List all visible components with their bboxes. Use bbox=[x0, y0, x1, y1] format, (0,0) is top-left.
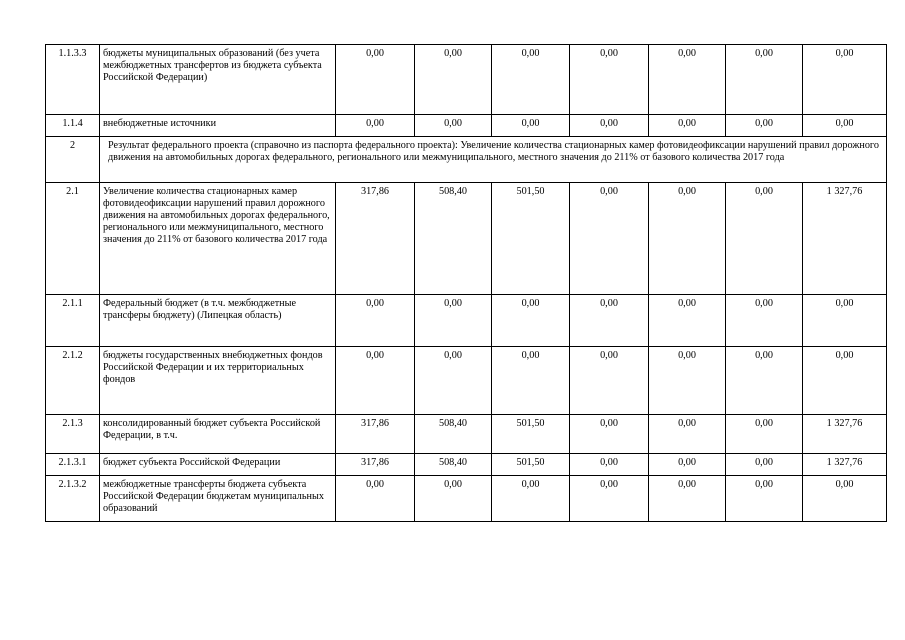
row-number: 1.1.4 bbox=[46, 115, 100, 137]
value-cell: 317,86 bbox=[336, 415, 415, 454]
row-number: 2.1.2 bbox=[46, 347, 100, 415]
value-cell: 0,00 bbox=[803, 347, 887, 415]
value-cell: 0,00 bbox=[415, 295, 492, 347]
value-cell: 0,00 bbox=[570, 45, 649, 115]
value-cell: 0,00 bbox=[726, 454, 803, 476]
value-cell: 508,40 bbox=[415, 454, 492, 476]
row-description: консолидированный бюджет субъекта Российской Федерации, в т.ч. bbox=[100, 415, 336, 454]
row-number: 2.1 bbox=[46, 183, 100, 295]
value-cell: 0,00 bbox=[726, 183, 803, 295]
value-cell: 0,00 bbox=[570, 347, 649, 415]
value-cell: 317,86 bbox=[336, 183, 415, 295]
row-number: 2.1.3.1 bbox=[46, 454, 100, 476]
table-row bbox=[46, 137, 887, 183]
table-row bbox=[46, 454, 887, 476]
row-description: бюджет субъекта Российской Федерации bbox=[100, 454, 336, 476]
value-cell: 1 327,76 bbox=[803, 454, 887, 476]
value-cell: 0,00 bbox=[803, 295, 887, 347]
value-cell: 508,40 bbox=[415, 415, 492, 454]
value-cell: 0,00 bbox=[649, 295, 726, 347]
value-cell: 1 327,76 bbox=[803, 183, 887, 295]
table-row bbox=[46, 45, 887, 115]
value-cell: 0,00 bbox=[726, 476, 803, 522]
value-cell: 501,50 bbox=[492, 183, 570, 295]
value-cell: 0,00 bbox=[415, 115, 492, 137]
value-cell: 0,00 bbox=[415, 45, 492, 115]
value-cell: 0,00 bbox=[415, 476, 492, 522]
row-number: 2.1.3 bbox=[46, 415, 100, 454]
row-description: внебюджетные источники bbox=[100, 115, 336, 137]
value-cell: 0,00 bbox=[570, 115, 649, 137]
value-cell: 0,00 bbox=[649, 347, 726, 415]
table-body bbox=[46, 45, 887, 522]
value-cell: 508,40 bbox=[415, 183, 492, 295]
value-cell: 501,50 bbox=[492, 415, 570, 454]
budget-table bbox=[45, 44, 887, 522]
value-cell: 0,00 bbox=[726, 115, 803, 137]
value-cell: 0,00 bbox=[649, 415, 726, 454]
value-cell: 0,00 bbox=[570, 415, 649, 454]
value-cell: 0,00 bbox=[726, 415, 803, 454]
table-row bbox=[46, 115, 887, 137]
row-number: 2.1.3.2 bbox=[46, 476, 100, 522]
value-cell: 0,00 bbox=[803, 45, 887, 115]
value-cell: 317,86 bbox=[336, 454, 415, 476]
value-cell: 0,00 bbox=[492, 347, 570, 415]
value-cell: 0,00 bbox=[726, 347, 803, 415]
value-cell: 0,00 bbox=[336, 115, 415, 137]
row-description: бюджеты государственных внебюджетных фондов Российской Федерации и их территориальных фондов bbox=[100, 347, 336, 415]
section-result-text: Результат федерального проекта (справочно из паспорта федерального проекта): Увеличение количества стационарных камер фотовидеофиксации нарушений правил дорожного движения на автомобильных дорогах федерального, регионального или межмуниципального, местного значения до 211% от базового количества 2017 года bbox=[100, 137, 887, 183]
value-cell: 0,00 bbox=[570, 476, 649, 522]
value-cell: 0,00 bbox=[726, 45, 803, 115]
value-cell: 0,00 bbox=[649, 45, 726, 115]
row-description: Увеличение количества стационарных камер фотовидеофиксации нарушений правил дорожного движения на автомобильных дорогах федерального, регионального или межмуниципального, местного значения до 211% от базового количества 2017 года bbox=[100, 183, 336, 295]
value-cell: 0,00 bbox=[336, 45, 415, 115]
table-row bbox=[46, 183, 887, 295]
value-cell: 0,00 bbox=[570, 454, 649, 476]
value-cell: 0,00 bbox=[570, 295, 649, 347]
value-cell: 0,00 bbox=[649, 476, 726, 522]
table-row bbox=[46, 415, 887, 454]
table-row bbox=[46, 476, 887, 522]
value-cell: 0,00 bbox=[570, 183, 649, 295]
value-cell: 0,00 bbox=[492, 295, 570, 347]
row-description: Федеральный бюджет (в т.ч. межбюджетные трансферы бюджету) (Липецкая область) bbox=[100, 295, 336, 347]
value-cell: 0,00 bbox=[492, 115, 570, 137]
value-cell: 0,00 bbox=[336, 476, 415, 522]
value-cell: 0,00 bbox=[415, 347, 492, 415]
table-row bbox=[46, 347, 887, 415]
row-number: 2 bbox=[46, 137, 100, 183]
value-cell: 0,00 bbox=[492, 45, 570, 115]
row-description: бюджеты муниципальных образований (без учета межбюджетных трансфертов из бюджета субъекта Российской Федерации) bbox=[100, 45, 336, 115]
value-cell: 0,00 bbox=[649, 115, 726, 137]
value-cell: 0,00 bbox=[726, 295, 803, 347]
row-description: межбюджетные трансферты бюджета субъекта Российской Федерации бюджетам муниципальных образований bbox=[100, 476, 336, 522]
value-cell: 501,50 bbox=[492, 454, 570, 476]
value-cell: 1 327,76 bbox=[803, 415, 887, 454]
row-number: 1.1.3.3 bbox=[46, 45, 100, 115]
value-cell: 0,00 bbox=[803, 115, 887, 137]
table-row bbox=[46, 295, 887, 347]
value-cell: 0,00 bbox=[336, 347, 415, 415]
value-cell: 0,00 bbox=[649, 454, 726, 476]
value-cell: 0,00 bbox=[649, 183, 726, 295]
row-number: 2.1.1 bbox=[46, 295, 100, 347]
value-cell: 0,00 bbox=[803, 476, 887, 522]
value-cell: 0,00 bbox=[336, 295, 415, 347]
value-cell: 0,00 bbox=[492, 476, 570, 522]
